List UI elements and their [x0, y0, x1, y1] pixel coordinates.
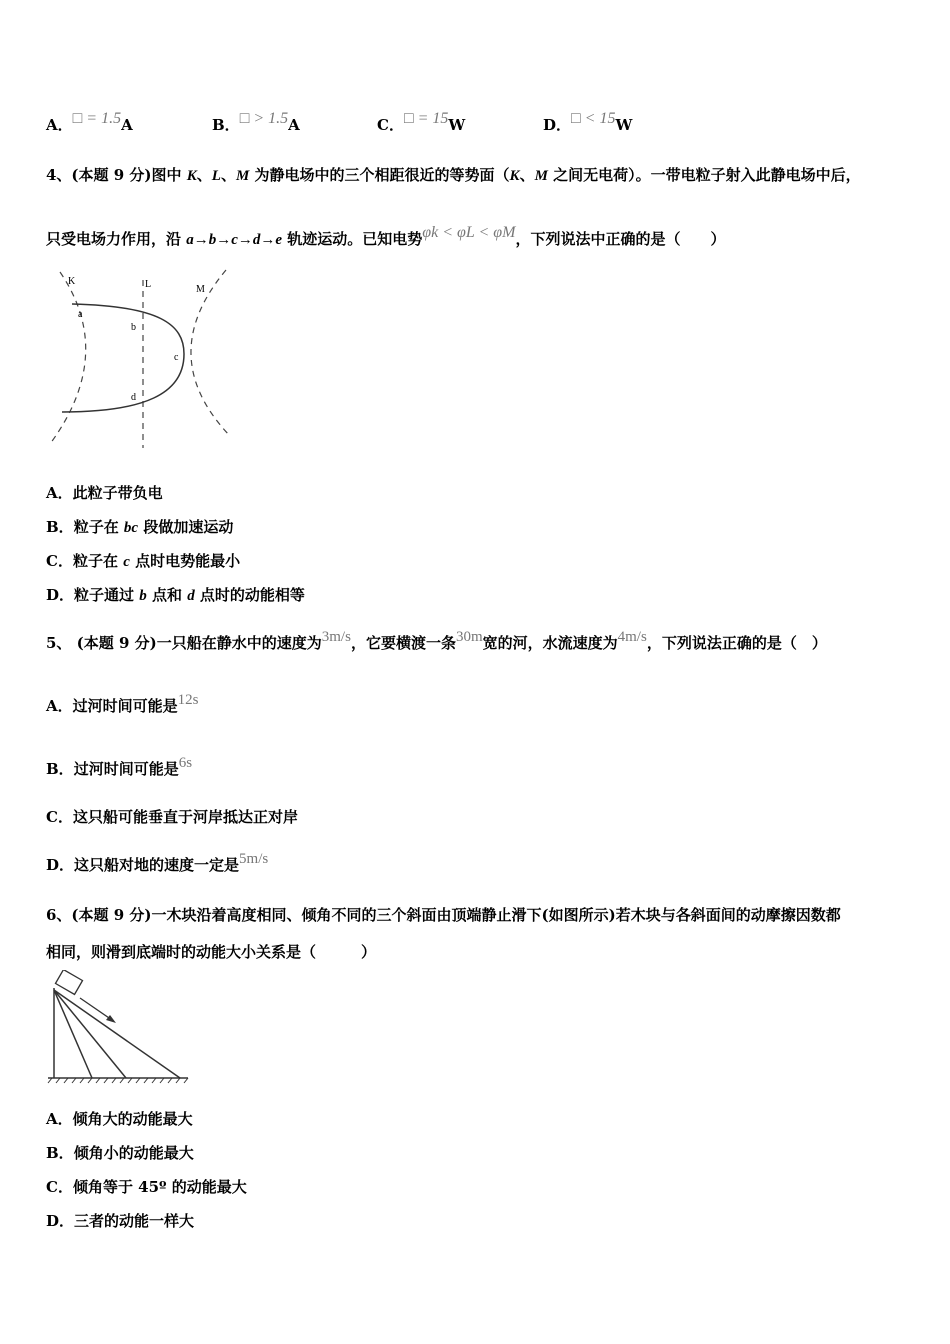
option-text: 过河时间可能是: [72, 697, 178, 715]
q5-math: 3m/s: [321, 629, 351, 645]
option-letter: A．: [46, 1110, 73, 1128]
option-text: 粒子通过: [74, 586, 140, 604]
option-letter: D．: [46, 586, 75, 604]
option-unit: A: [288, 116, 300, 134]
q4-text: 、: [519, 166, 535, 184]
option-var: c: [123, 554, 130, 570]
option-letter: C．: [377, 116, 404, 134]
q5-stem: [46, 629, 827, 653]
option-text: 点时电势能最小: [129, 552, 241, 570]
q4-potential: φk < φL < φM: [422, 224, 516, 241]
q4-option-b: [46, 516, 233, 537]
option-text: 粒子在: [72, 552, 124, 570]
option-letter: C．: [46, 552, 73, 570]
option-math: 6s: [178, 755, 193, 771]
equipotential-k: [50, 272, 86, 444]
option-text: 段做加速运动: [138, 518, 234, 536]
q5-text: 宽的河，水流速度为: [482, 634, 618, 652]
option-unit: W: [448, 116, 466, 134]
option-math: 5m/s: [239, 851, 269, 867]
label-l: L: [145, 279, 152, 290]
option-text: 此粒子带负电: [72, 484, 163, 502]
option-letter: B．: [46, 1144, 74, 1162]
particle-trajectory: [62, 304, 184, 412]
label-b: b: [131, 322, 136, 333]
q4-var: K: [509, 168, 520, 184]
q4-text: 、: [220, 166, 236, 184]
option-text: 倾角小的动能最大: [73, 1144, 194, 1162]
motion-arrow: [80, 998, 112, 1020]
option-math: □ = 15: [403, 110, 449, 127]
option-var: b: [139, 588, 147, 604]
label-k: K: [68, 276, 76, 287]
q3-option-a: [46, 110, 133, 135]
q4-text: 4、(本题 9 分)图中: [46, 166, 187, 184]
q4-var: L: [211, 168, 221, 184]
option-unit: A: [121, 116, 133, 134]
q4-stem-line1: [46, 164, 861, 185]
q4-text: 、: [196, 166, 212, 184]
option-var: bc: [123, 520, 139, 536]
q5-option-b: [46, 755, 193, 779]
option-unit: W: [615, 116, 633, 134]
q5-text: ，它要横渡一条: [350, 634, 456, 652]
wooden-block: [55, 970, 82, 994]
q4-option-c: [46, 550, 240, 571]
q4-field-figure: [44, 266, 244, 456]
q4-path: a→b→c→d→e: [186, 232, 283, 248]
q6-option-d: [46, 1210, 194, 1231]
q6-option-b: [46, 1142, 194, 1163]
option-letter: D．: [46, 856, 75, 874]
q5-option-a: [46, 692, 199, 716]
option-text: 点和: [146, 586, 188, 604]
q5-text: ，下列说法正确的是（ ）: [646, 634, 827, 652]
option-letter: C．: [46, 808, 73, 826]
q6-option-a: [46, 1108, 193, 1129]
q6-incline-figure: [44, 970, 194, 1085]
q6-stem-line1: 6、(本题 9 分)一木块沿着高度相同、倾角不同的三个斜面由顶端静止滑下(如图所示)若木块与各斜面间的动摩擦因数都: [46, 906, 841, 924]
q5-option-c: [46, 806, 298, 827]
option-letter: D．: [46, 1212, 75, 1230]
q5-option-d: [46, 851, 269, 875]
option-text: 倾角等于 45º 的动能最大: [72, 1178, 247, 1196]
option-text: 这只船对地的速度一定是: [74, 856, 240, 874]
q3-option-b: [212, 110, 300, 135]
incline-medium: [54, 990, 126, 1078]
q4-stem-line2: [46, 224, 726, 249]
q4-text: 为静电场中的三个相距很近的等势面（: [249, 166, 510, 184]
q4-var: K: [186, 168, 197, 184]
q3-option-c: [377, 110, 466, 135]
option-letter: B．: [212, 116, 240, 134]
option-math: □ = 1.5: [72, 110, 122, 127]
q4-text: 只受电场力作用，沿: [46, 230, 187, 248]
q4-text: ，下列说法中正确的是（ ）: [515, 230, 726, 248]
option-letter: A．: [46, 697, 73, 715]
q4-option-d: [46, 584, 305, 605]
option-text: 点时的动能相等: [194, 586, 305, 604]
option-letter: A．: [46, 484, 73, 502]
option-math: 12s: [177, 692, 199, 708]
label-c: c: [174, 352, 179, 363]
option-math: □ < 15: [571, 110, 616, 127]
q5-math: 4m/s: [617, 629, 647, 645]
option-letter: B．: [46, 760, 74, 778]
q4-option-a: [46, 482, 163, 503]
option-text: 过河时间可能是: [73, 760, 179, 778]
label-d: d: [131, 392, 136, 403]
q5-text: 5、 (本题 9 分)一只船在静水中的速度为: [46, 634, 322, 652]
option-letter: A．: [46, 116, 73, 134]
option-var: d: [187, 588, 195, 604]
q4-var: M: [534, 168, 548, 184]
option-letter: D．: [543, 116, 572, 134]
option-text: 粒子在: [73, 518, 124, 536]
option-math: □ > 1.5: [239, 110, 289, 127]
q4-text: 之间无电荷）。一带电粒子射入此静电场中后，: [547, 166, 861, 184]
q6-option-c: [46, 1176, 247, 1197]
option-text: 这只船可能垂直于河岸抵达正对岸: [72, 808, 298, 826]
option-letter: B．: [46, 518, 74, 536]
option-text: 三者的动能一样大: [74, 1212, 195, 1230]
q6-stem-line2: 相同，则滑到底端时的动能大小关系是（ ）: [46, 943, 377, 961]
q3-option-d: [543, 110, 633, 135]
q5-math: 30m: [455, 629, 483, 645]
label-a: a: [78, 309, 83, 320]
q4-text: 轨迹运动。已知电势: [282, 230, 423, 248]
option-letter: C．: [46, 1178, 73, 1196]
option-text: 倾角大的动能最大: [72, 1110, 193, 1128]
q4-var: M: [235, 168, 250, 184]
label-m: M: [196, 284, 205, 295]
